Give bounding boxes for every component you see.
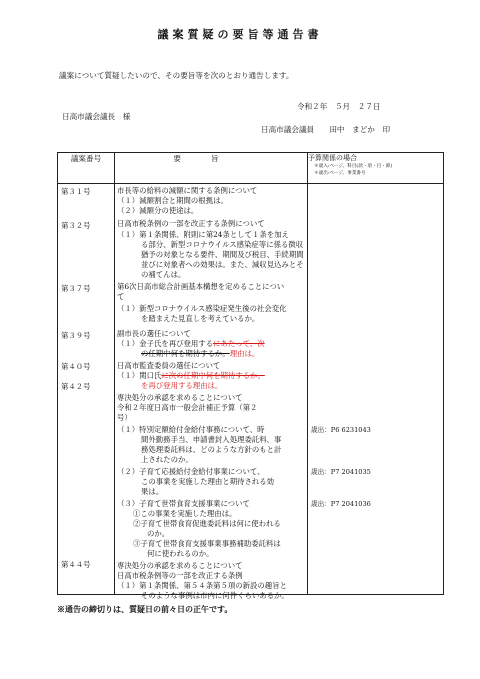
gist-line: （１）減額割合と期間の根拠は。 [117,196,228,205]
gist-line: 第6次日高市総合計画基本構想を定めることについ [117,282,285,291]
gist-line: 果は。 [141,487,164,496]
gist-line: （１）第１条関係、附則に第24条として１条を加え [117,230,290,239]
gist-line: 間外勤務手当、申請書封入処理委託料、事 [141,435,282,444]
question-table [57,152,444,600]
budget-entry: 歳出：P6 6231043 [311,426,371,434]
gist-line: （２）子育て応援給付金給付事業について、 [117,467,265,476]
gist-line: 日高市税条例等の一部を改正する条例 [117,571,243,580]
gist-line: （１）第１条関係、第５４条第５項の新設の趣旨と [117,581,287,590]
gist-line [117,371,265,381]
bill-number: 第３７号 [61,284,91,293]
gist-line [141,349,259,359]
bill-number: 第４２号 [61,382,91,391]
budget-entry: 歳出：P7 2041036 [311,500,371,508]
gist-line: 務処理委託料は、どのような方針のもと計 [141,445,282,454]
gist-line: この事業を実施した理由と期待される効 [141,477,275,486]
gist-column [115,184,308,600]
gist-deleted-text: にあたって、次 [213,339,265,348]
gist-line: そのような事例は市内に何件くらいあるか。 [141,591,289,600]
header-gist: 要旨 [115,153,308,184]
table-header-row [58,153,444,184]
gist-line: の補てんは。 [141,270,186,279]
bill-number: 第４０号 [61,362,91,371]
gist-line: 副市長の選任について [117,329,191,338]
header-bill-number: 議案番号 [58,153,115,184]
gist-line: 市長等の給料の減額に関する条例について [117,186,258,195]
header-budget-title: 予算関係の場合 [308,154,357,162]
gist-line: 上されたのか。 [141,455,193,464]
gist-text: （１）金子氏を再び登用する [117,339,214,348]
gist-line: （１）特別定額給付金給付事務について、時 [117,425,265,434]
budget-entry: 歳出：P7 2041035 [311,468,371,476]
gist-text: （１）関口氏 [117,371,162,380]
budget-note-revenue: ＊歳入:ページ、科目(款・項・目・節) [314,164,393,169]
bill-number-column [58,184,115,595]
gist-line: （１）新型コロナウイルス感染症発生後の社会変化 [117,304,287,313]
gist-line: て [117,292,125,301]
gist-line: 専決処分の承認を求めることについて [117,393,243,402]
gist-line: ②子育て世帯食育促進委託料は何に使われる [133,519,281,528]
addressee: 日高市議会議長 様 [62,112,131,121]
bill-number: 第３２号 [61,221,91,230]
gist-line: （３）子育て世帯食育支援事業について [117,499,250,508]
intro-text: 議案について質疑したいので、その要旨等を次のとおり通告します。 [59,71,294,80]
sender-line: 日高市議会議員 田中 まどか 印 [261,125,391,134]
gist-line: を踏まえた見直しを考えているか。 [141,314,260,323]
gist-deleted-text: の任期中何を期待するか。 [141,349,230,358]
deadline-note: ※通告の締切りは、質疑日の前々日の正午です。 [57,604,233,614]
gist-line: 日高市監査委員の選任について [117,361,221,370]
date-line: 令和２年 ５月 ２７日 [297,102,381,111]
header-budget [308,153,444,184]
gist-line: 何に使われるのか。 [147,549,214,558]
bill-number: 第３１号 [61,187,91,196]
gist-line: る部分、新型コロナウイルス感染症等に係る徴収 [141,240,304,249]
bill-number: 第３９号 [61,331,91,340]
gist-line: 日高市税条例の一部を改正する条例について [117,219,265,228]
gist-inserted-text: 理由は。 [229,349,260,358]
budget-column [308,184,444,595]
bill-number: 第４４号 [61,560,91,569]
gist-line: 猶予の対象となる要件、期間及び税目、手続期間 [141,250,304,259]
gist-line: ①この事業を実施した理由は。 [133,509,237,518]
gist-line: （２）減額分の使途は。 [117,206,199,215]
gist-deleted-text: に次の任期中何を期待するか。 [161,371,265,380]
gist-line: 号） [117,413,132,422]
gist-inserted-line: を再び登用する理由は。 [141,381,223,390]
gist-line: のか。 [147,529,170,538]
table-body-row [58,184,444,595]
budget-note-expense: ＊歳出:ページ、事業番号 [314,171,366,176]
gist-line: 並びに対象者への効果は。また、減収見込みとそ [141,260,304,269]
document-title: 議案質疑の要旨等通告書 [157,28,323,41]
gist-line: 専決処分の承認を求めることについて [117,561,243,570]
gist-line [117,339,265,349]
gist-line: ③子育て世帯食育支援事業事務補助委託料は [133,539,281,548]
gist-line: 令和２年度日高市一般会計補正予算（第２ [117,403,258,412]
